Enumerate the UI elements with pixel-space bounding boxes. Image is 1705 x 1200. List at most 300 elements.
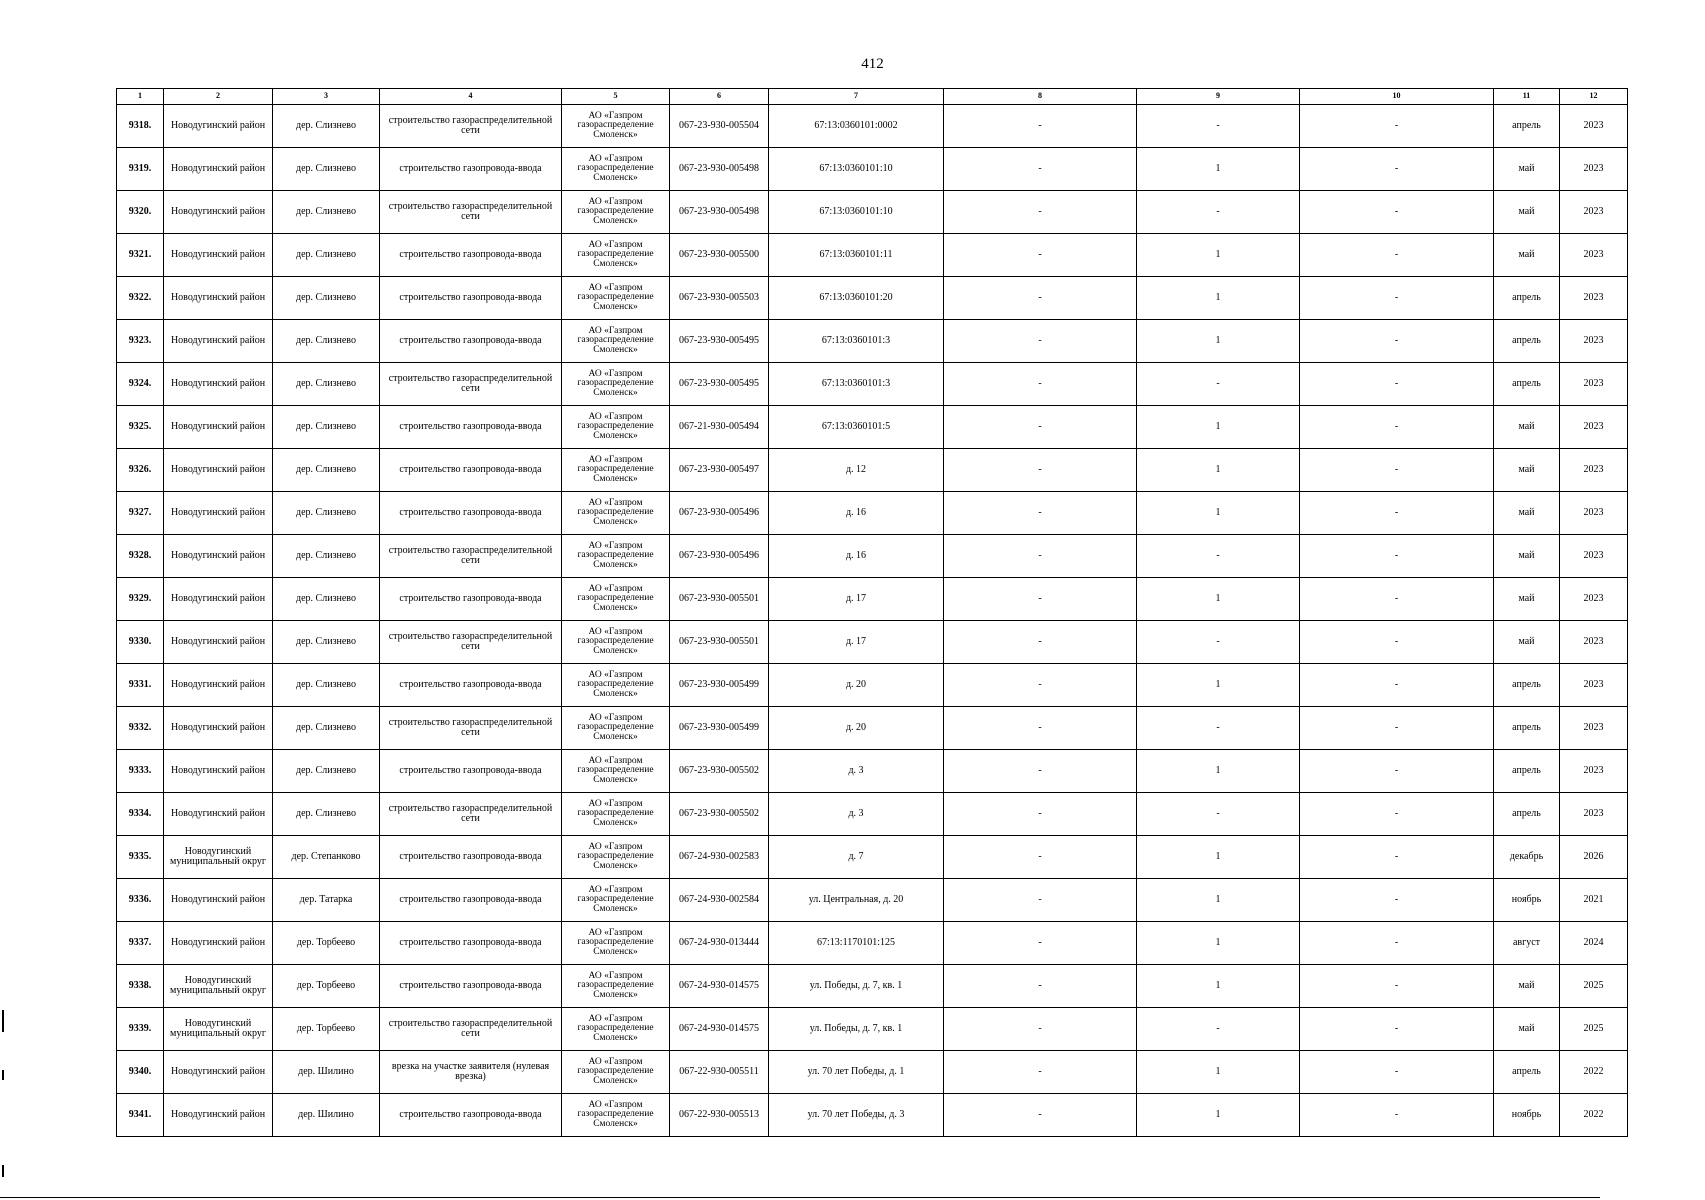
column-9-cell: 1: [1137, 148, 1300, 191]
row-number: 9325.: [117, 406, 164, 449]
table-row: [117, 277, 1628, 320]
organization-cell: АО «Газпром газораспределение Смоленск»: [562, 234, 670, 277]
settlement-cell: дер. Слизнево: [273, 535, 380, 578]
row-number: 9319.: [117, 148, 164, 191]
work-type-cell: строительство газопровода-ввода: [380, 965, 562, 1008]
month-cell: май: [1494, 621, 1560, 664]
table-row: [117, 1094, 1628, 1137]
scan-edge-mark: [2, 1010, 4, 1032]
column-9-cell: -: [1137, 707, 1300, 750]
object-cell: ул. Победы, д. 7, кв. 1: [769, 965, 944, 1008]
year-cell: 2025: [1560, 965, 1628, 1008]
organization-cell: АО «Газпром газораспределение Смоленск»: [562, 879, 670, 922]
column-8-cell: -: [944, 406, 1137, 449]
year-cell: 2024: [1560, 922, 1628, 965]
work-type-cell: строительство газопровода-ввода: [380, 234, 562, 277]
table-row: [117, 492, 1628, 535]
organization-cell: АО «Газпром газораспределение Смоленск»: [562, 148, 670, 191]
table-row: [117, 922, 1628, 965]
column-9-cell: -: [1137, 105, 1300, 148]
year-cell: 2023: [1560, 750, 1628, 793]
column-8-cell: -: [944, 105, 1137, 148]
organization-cell: АО «Газпром газораспределение Смоленск»: [562, 793, 670, 836]
year-cell: 2023: [1560, 148, 1628, 191]
year-cell: 2023: [1560, 191, 1628, 234]
object-cell: 67:13:0360101:10: [769, 191, 944, 234]
row-number: 9331.: [117, 664, 164, 707]
scan-edge-mark: [2, 1165, 4, 1177]
settlement-cell: дер. Торбеево: [273, 965, 380, 1008]
district-cell: Новодугинский район: [164, 320, 273, 363]
settlement-cell: дер. Слизнево: [273, 234, 380, 277]
organization-cell: АО «Газпром газораспределение Смоленск»: [562, 1094, 670, 1137]
column-8-cell: -: [944, 836, 1137, 879]
settlement-cell: дер. Слизнево: [273, 793, 380, 836]
month-cell: декабрь: [1494, 836, 1560, 879]
row-number: 9328.: [117, 535, 164, 578]
column-10-cell: -: [1300, 363, 1494, 406]
row-number: 9337.: [117, 922, 164, 965]
row-number: 9320.: [117, 191, 164, 234]
column-header: 10: [1300, 89, 1494, 105]
district-cell: Новодугинский муниципальный округ: [164, 836, 273, 879]
column-8-cell: -: [944, 965, 1137, 1008]
district-cell: Новодугинский район: [164, 363, 273, 406]
year-cell: 2022: [1560, 1051, 1628, 1094]
column-header: 3: [273, 89, 380, 105]
object-cell: д. 3: [769, 793, 944, 836]
year-cell: 2023: [1560, 277, 1628, 320]
year-cell: 2023: [1560, 707, 1628, 750]
column-8-cell: -: [944, 879, 1137, 922]
column-header: 1: [117, 89, 164, 105]
year-cell: 2022: [1560, 1094, 1628, 1137]
object-cell: 67:13:0360101:3: [769, 320, 944, 363]
table-row: [117, 148, 1628, 191]
work-type-cell: строительство газопровода-ввода: [380, 664, 562, 707]
document-number-cell: 067-23-930-005501: [670, 621, 769, 664]
row-number: 9324.: [117, 363, 164, 406]
column-9-cell: 1: [1137, 879, 1300, 922]
work-type-cell: строительство газопровода-ввода: [380, 578, 562, 621]
table-row: [117, 621, 1628, 664]
column-header: 4: [380, 89, 562, 105]
month-cell: май: [1494, 1008, 1560, 1051]
object-cell: д. 20: [769, 664, 944, 707]
object-cell: д. 17: [769, 578, 944, 621]
work-type-cell: строительство газопровода-ввода: [380, 836, 562, 879]
object-cell: 67:13:0360101:10: [769, 148, 944, 191]
table-row: [117, 1008, 1628, 1051]
column-10-cell: -: [1300, 1008, 1494, 1051]
month-cell: апрель: [1494, 793, 1560, 836]
table-row: [117, 793, 1628, 836]
table-body: [117, 105, 1628, 1137]
column-header: 11: [1494, 89, 1560, 105]
table-row: [117, 449, 1628, 492]
document-number-cell: 067-22-930-005513: [670, 1094, 769, 1137]
row-number: 9326.: [117, 449, 164, 492]
settlement-cell: дер. Степанково: [273, 836, 380, 879]
object-cell: д. 3: [769, 750, 944, 793]
column-9-cell: 1: [1137, 750, 1300, 793]
column-9-cell: 1: [1137, 277, 1300, 320]
work-type-cell: строительство газораспределительной сети: [380, 105, 562, 148]
settlement-cell: дер. Слизнево: [273, 621, 380, 664]
year-cell: 2023: [1560, 578, 1628, 621]
document-number-cell: 067-23-930-005496: [670, 535, 769, 578]
month-cell: май: [1494, 492, 1560, 535]
settlement-cell: дер. Слизнево: [273, 406, 380, 449]
row-number: 9329.: [117, 578, 164, 621]
year-cell: 2023: [1560, 363, 1628, 406]
object-cell: ул. Победы, д. 7, кв. 1: [769, 1008, 944, 1051]
document-number-cell: 067-22-930-005511: [670, 1051, 769, 1094]
organization-cell: АО «Газпром газораспределение Смоленск»: [562, 191, 670, 234]
table-row: [117, 578, 1628, 621]
column-8-cell: -: [944, 922, 1137, 965]
work-type-cell: строительство газопровода-ввода: [380, 1094, 562, 1137]
column-8-cell: -: [944, 664, 1137, 707]
organization-cell: АО «Газпром газораспределение Смоленск»: [562, 277, 670, 320]
settlement-cell: дер. Слизнево: [273, 191, 380, 234]
document-number-cell: 067-21-930-005494: [670, 406, 769, 449]
organization-cell: АО «Газпром газораспределение Смоленск»: [562, 449, 670, 492]
organization-cell: АО «Газпром газораспределение Смоленск»: [562, 1008, 670, 1051]
settlement-cell: дер. Слизнево: [273, 363, 380, 406]
column-9-cell: 1: [1137, 406, 1300, 449]
row-number: 9322.: [117, 277, 164, 320]
settlement-cell: дер. Торбеево: [273, 922, 380, 965]
column-10-cell: -: [1300, 105, 1494, 148]
column-9-cell: 1: [1137, 1051, 1300, 1094]
column-8-cell: -: [944, 707, 1137, 750]
settlement-cell: дер. Слизнево: [273, 449, 380, 492]
object-cell: д. 16: [769, 535, 944, 578]
organization-cell: АО «Газпром газораспределение Смоленск»: [562, 578, 670, 621]
column-10-cell: -: [1300, 793, 1494, 836]
work-type-cell: строительство газопровода-ввода: [380, 879, 562, 922]
table-row: [117, 105, 1628, 148]
district-cell: Новодугинский район: [164, 148, 273, 191]
district-cell: Новодугинский район: [164, 879, 273, 922]
month-cell: май: [1494, 535, 1560, 578]
column-8-cell: -: [944, 750, 1137, 793]
document-number-cell: 067-23-930-005504: [670, 105, 769, 148]
column-10-cell: -: [1300, 879, 1494, 922]
column-10-cell: -: [1300, 406, 1494, 449]
year-cell: 2023: [1560, 406, 1628, 449]
year-cell: 2021: [1560, 879, 1628, 922]
object-cell: ул. 70 лет Победы, д. 3: [769, 1094, 944, 1137]
object-cell: 67:13:0360101:3: [769, 363, 944, 406]
column-header: 6: [670, 89, 769, 105]
object-cell: д. 7: [769, 836, 944, 879]
column-8-cell: -: [944, 621, 1137, 664]
month-cell: май: [1494, 191, 1560, 234]
settlement-cell: дер. Слизнево: [273, 277, 380, 320]
year-cell: 2023: [1560, 449, 1628, 492]
column-10-cell: -: [1300, 664, 1494, 707]
work-type-cell: строительство газораспределительной сети: [380, 707, 562, 750]
district-cell: Новодугинский район: [164, 664, 273, 707]
table-row: [117, 535, 1628, 578]
document-number-cell: 067-24-930-014575: [670, 1008, 769, 1051]
district-cell: Новодугинский район: [164, 922, 273, 965]
month-cell: апрель: [1494, 707, 1560, 750]
scan-edge-mark: [2, 1070, 4, 1080]
object-cell: 67:13:0360101:20: [769, 277, 944, 320]
month-cell: апрель: [1494, 664, 1560, 707]
column-9-cell: 1: [1137, 922, 1300, 965]
column-9-cell: 1: [1137, 492, 1300, 535]
column-10-cell: -: [1300, 148, 1494, 191]
organization-cell: АО «Газпром газораспределение Смоленск»: [562, 105, 670, 148]
document-number-cell: 067-23-930-005495: [670, 320, 769, 363]
column-10-cell: -: [1300, 277, 1494, 320]
document-number-cell: 067-23-930-005498: [670, 148, 769, 191]
column-8-cell: -: [944, 363, 1137, 406]
column-9-cell: -: [1137, 191, 1300, 234]
column-8-cell: -: [944, 1094, 1137, 1137]
work-type-cell: строительство газопровода-ввода: [380, 406, 562, 449]
document-number-cell: 067-23-930-005500: [670, 234, 769, 277]
month-cell: май: [1494, 406, 1560, 449]
month-cell: апрель: [1494, 105, 1560, 148]
month-cell: май: [1494, 449, 1560, 492]
object-cell: д. 16: [769, 492, 944, 535]
year-cell: 2023: [1560, 793, 1628, 836]
object-cell: д. 12: [769, 449, 944, 492]
organization-cell: АО «Газпром газораспределение Смоленск»: [562, 965, 670, 1008]
table-row: [117, 664, 1628, 707]
column-header: 7: [769, 89, 944, 105]
column-10-cell: -: [1300, 191, 1494, 234]
month-cell: апрель: [1494, 1051, 1560, 1094]
month-cell: ноябрь: [1494, 879, 1560, 922]
table-row: [117, 707, 1628, 750]
table-row: [117, 406, 1628, 449]
column-9-cell: -: [1137, 535, 1300, 578]
column-10-cell: -: [1300, 965, 1494, 1008]
table-row: [117, 965, 1628, 1008]
month-cell: май: [1494, 234, 1560, 277]
column-9-cell: 1: [1137, 965, 1300, 1008]
row-number: 9339.: [117, 1008, 164, 1051]
row-number: 9340.: [117, 1051, 164, 1094]
work-type-cell: строительство газопровода-ввода: [380, 492, 562, 535]
work-type-cell: врезка на участке заявителя (нулевая врезка): [380, 1051, 562, 1094]
column-10-cell: -: [1300, 621, 1494, 664]
settlement-cell: дер. Татарка: [273, 879, 380, 922]
page-number: 412: [861, 56, 884, 72]
row-number: 9318.: [117, 105, 164, 148]
work-type-cell: строительство газораспределительной сети: [380, 621, 562, 664]
document-number-cell: 067-23-930-005502: [670, 793, 769, 836]
organization-cell: АО «Газпром газораспределение Смоленск»: [562, 707, 670, 750]
column-8-cell: -: [944, 1051, 1137, 1094]
column-9-cell: 1: [1137, 1094, 1300, 1137]
month-cell: апрель: [1494, 320, 1560, 363]
year-cell: 2023: [1560, 320, 1628, 363]
row-number: 9335.: [117, 836, 164, 879]
document-number-cell: 067-23-930-005501: [670, 578, 769, 621]
table-row: [117, 750, 1628, 793]
column-header: 5: [562, 89, 670, 105]
work-type-cell: строительство газопровода-ввода: [380, 277, 562, 320]
object-cell: ул. Центральная, д. 20: [769, 879, 944, 922]
scan-bottom-rule: [0, 1197, 1600, 1198]
district-cell: Новодугинский район: [164, 1094, 273, 1137]
object-cell: 67:13:0360101:0002: [769, 105, 944, 148]
object-cell: ул. 70 лет Победы, д. 1: [769, 1051, 944, 1094]
district-cell: Новодугинский район: [164, 578, 273, 621]
object-cell: д. 17: [769, 621, 944, 664]
object-cell: д. 20: [769, 707, 944, 750]
object-cell: 67:13:1170101:125: [769, 922, 944, 965]
organization-cell: АО «Газпром газораспределение Смоленск»: [562, 750, 670, 793]
object-cell: 67:13:0360101:11: [769, 234, 944, 277]
row-number: 9323.: [117, 320, 164, 363]
column-8-cell: -: [944, 1008, 1137, 1051]
column-9-cell: 1: [1137, 320, 1300, 363]
row-number: 9327.: [117, 492, 164, 535]
column-9-cell: 1: [1137, 449, 1300, 492]
month-cell: ноябрь: [1494, 1094, 1560, 1137]
year-cell: 2023: [1560, 535, 1628, 578]
district-cell: Новодугинский район: [164, 1051, 273, 1094]
document-number-cell: 067-24-930-002584: [670, 879, 769, 922]
column-10-cell: -: [1300, 449, 1494, 492]
settlement-cell: дер. Слизнево: [273, 664, 380, 707]
district-cell: Новодугинский муниципальный округ: [164, 1008, 273, 1051]
table-row: [117, 234, 1628, 277]
work-type-cell: строительство газораспределительной сети: [380, 191, 562, 234]
district-cell: Новодугинский район: [164, 793, 273, 836]
organization-cell: АО «Газпром газораспределение Смоленск»: [562, 535, 670, 578]
district-cell: Новодугинский район: [164, 707, 273, 750]
column-9-cell: -: [1137, 621, 1300, 664]
row-number: 9336.: [117, 879, 164, 922]
district-cell: Новодугинский район: [164, 621, 273, 664]
settlement-cell: дер. Слизнево: [273, 148, 380, 191]
table-row: [117, 320, 1628, 363]
column-header: 2: [164, 89, 273, 105]
month-cell: апрель: [1494, 750, 1560, 793]
work-type-cell: строительство газораспределительной сети: [380, 793, 562, 836]
column-9-cell: -: [1137, 363, 1300, 406]
year-cell: 2023: [1560, 621, 1628, 664]
document-number-cell: 067-23-930-005502: [670, 750, 769, 793]
district-cell: Новодугинский муниципальный округ: [164, 965, 273, 1008]
settlement-cell: дер. Слизнево: [273, 492, 380, 535]
settlement-cell: дер. Торбеево: [273, 1008, 380, 1051]
district-cell: Новодугинский район: [164, 492, 273, 535]
district-cell: Новодугинский район: [164, 449, 273, 492]
settlement-cell: дер. Шилино: [273, 1094, 380, 1137]
column-10-cell: -: [1300, 922, 1494, 965]
column-header: 12: [1560, 89, 1628, 105]
organization-cell: АО «Газпром газораспределение Смоленск»: [562, 1051, 670, 1094]
organization-cell: АО «Газпром газораспределение Смоленск»: [562, 922, 670, 965]
work-type-cell: строительство газопровода-ввода: [380, 320, 562, 363]
table-row: [117, 879, 1628, 922]
organization-cell: АО «Газпром газораспределение Смоленск»: [562, 836, 670, 879]
column-10-cell: -: [1300, 707, 1494, 750]
row-number: 9338.: [117, 965, 164, 1008]
district-cell: Новодугинский район: [164, 750, 273, 793]
column-9-cell: 1: [1137, 578, 1300, 621]
column-10-cell: -: [1300, 535, 1494, 578]
column-8-cell: -: [944, 793, 1137, 836]
settlement-cell: дер. Слизнево: [273, 578, 380, 621]
column-8-cell: -: [944, 148, 1137, 191]
row-number: 9332.: [117, 707, 164, 750]
column-header: 8: [944, 89, 1137, 105]
header-row: [117, 89, 1628, 105]
month-cell: август: [1494, 922, 1560, 965]
row-number: 9341.: [117, 1094, 164, 1137]
work-type-cell: строительство газопровода-ввода: [380, 449, 562, 492]
column-8-cell: -: [944, 234, 1137, 277]
row-number: 9334.: [117, 793, 164, 836]
year-cell: 2023: [1560, 105, 1628, 148]
organization-cell: АО «Газпром газораспределение Смоленск»: [562, 664, 670, 707]
column-8-cell: -: [944, 492, 1137, 535]
column-8-cell: -: [944, 277, 1137, 320]
settlement-cell: дер. Слизнево: [273, 105, 380, 148]
column-9-cell: 1: [1137, 664, 1300, 707]
document-number-cell: 067-23-930-005499: [670, 707, 769, 750]
table-row: [117, 1051, 1628, 1094]
month-cell: апрель: [1494, 363, 1560, 406]
district-cell: Новодугинский район: [164, 406, 273, 449]
document-number-cell: 067-24-930-014575: [670, 965, 769, 1008]
column-9-cell: -: [1137, 793, 1300, 836]
column-9-cell: 1: [1137, 234, 1300, 277]
row-number: 9330.: [117, 621, 164, 664]
document-number-cell: 067-24-930-002583: [670, 836, 769, 879]
work-type-cell: строительство газораспределительной сети: [380, 1008, 562, 1051]
document-number-cell: 067-23-930-005495: [670, 363, 769, 406]
month-cell: май: [1494, 148, 1560, 191]
year-cell: 2023: [1560, 664, 1628, 707]
column-9-cell: 1: [1137, 836, 1300, 879]
table-row: [117, 363, 1628, 406]
settlement-cell: дер. Слизнево: [273, 707, 380, 750]
month-cell: апрель: [1494, 277, 1560, 320]
register-table: [116, 88, 1628, 1137]
table-row: [117, 836, 1628, 879]
column-8-cell: -: [944, 535, 1137, 578]
column-10-cell: -: [1300, 492, 1494, 535]
column-10-cell: -: [1300, 1094, 1494, 1137]
year-cell: 2023: [1560, 492, 1628, 535]
column-10-cell: -: [1300, 750, 1494, 793]
column-header: 9: [1137, 89, 1300, 105]
document-number-cell: 067-23-930-005498: [670, 191, 769, 234]
column-10-cell: -: [1300, 320, 1494, 363]
work-type-cell: строительство газопровода-ввода: [380, 750, 562, 793]
column-8-cell: -: [944, 578, 1137, 621]
organization-cell: АО «Газпром газораспределение Смоленск»: [562, 406, 670, 449]
table-row: [117, 191, 1628, 234]
work-type-cell: строительство газораспределительной сети: [380, 535, 562, 578]
settlement-cell: дер. Шилино: [273, 1051, 380, 1094]
document-number-cell: 067-23-930-005499: [670, 664, 769, 707]
year-cell: 2023: [1560, 234, 1628, 277]
column-10-cell: -: [1300, 836, 1494, 879]
